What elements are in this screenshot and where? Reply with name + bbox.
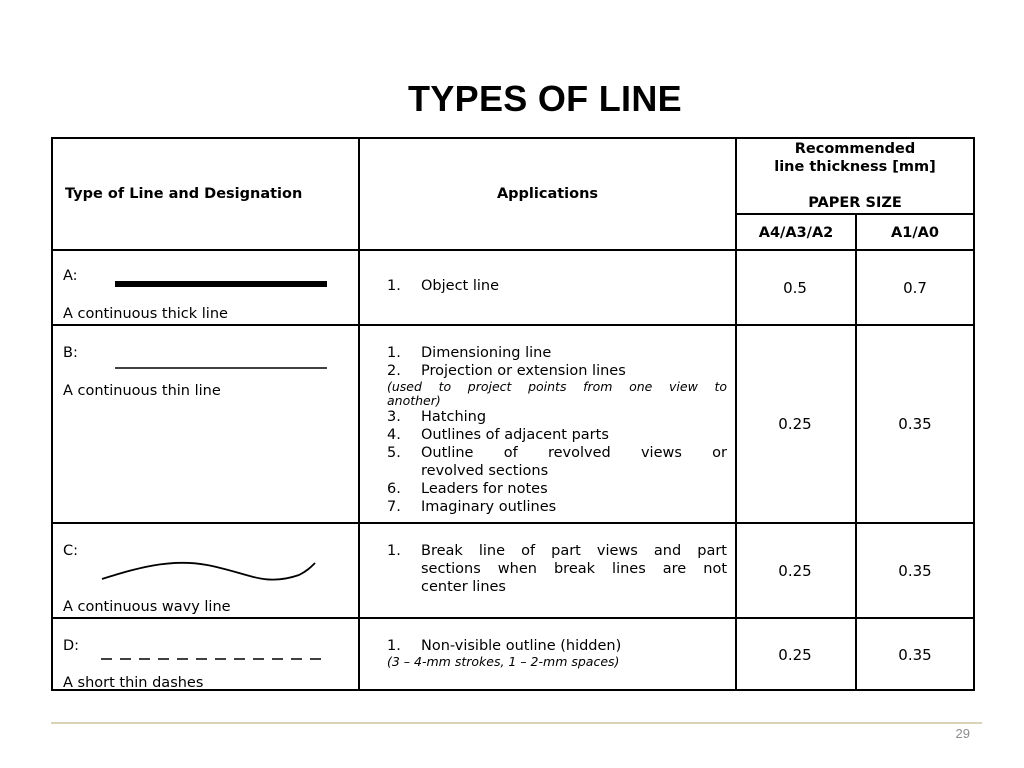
row-a-applications bbox=[387, 277, 727, 295]
list-item: 1. Break line of part views and part sections when break lines are not center lines bbox=[387, 543, 727, 595]
footer-divider bbox=[51, 722, 982, 724]
list-item: 3. Hatching bbox=[387, 409, 487, 425]
list-item: 4. Outlines of adjacent parts bbox=[387, 427, 609, 443]
row-divider bbox=[735, 213, 973, 215]
row-b-a4-value: 0.25 bbox=[778, 415, 812, 433]
list-item: 1. Object line bbox=[387, 278, 500, 294]
row-c-a1-value: 0.35 bbox=[898, 562, 932, 580]
row-divider bbox=[53, 617, 973, 619]
row-a-name: A continuous thick line bbox=[63, 306, 228, 322]
thick-line-sample bbox=[113, 277, 333, 291]
wavy-line-sample bbox=[99, 553, 319, 589]
row-a-code: A: bbox=[63, 268, 78, 284]
row-divider bbox=[53, 522, 973, 524]
header-a1-a0: A1/A0 bbox=[891, 225, 939, 241]
header-line-thickness: line thickness [mm] bbox=[774, 159, 936, 175]
list-item: 7. Imaginary outlines bbox=[387, 499, 557, 515]
list-item: 1. Non-visible outline (hidden) bbox=[387, 638, 622, 654]
header-applications: Applications bbox=[496, 186, 599, 202]
page-number: 29 bbox=[955, 726, 970, 741]
thin-line-sample bbox=[113, 364, 333, 372]
row-divider bbox=[53, 249, 973, 251]
slide-title: TYPES OF LINE bbox=[408, 78, 682, 119]
row-c-applications bbox=[387, 542, 727, 596]
list-note: (used to project points from one view to bbox=[387, 379, 727, 394]
row-d-a1-value: 0.35 bbox=[898, 646, 932, 664]
row-b-code: B: bbox=[63, 345, 78, 361]
column-divider bbox=[735, 139, 737, 689]
row-d-applications bbox=[387, 637, 727, 669]
dashed-line-sample bbox=[99, 655, 329, 663]
row-d-name: A short thin dashes bbox=[63, 675, 204, 691]
row-a-a4-value: 0.5 bbox=[783, 279, 807, 297]
list-item: 6. Leaders for notes bbox=[387, 481, 548, 497]
row-b-name: A continuous thin line bbox=[63, 383, 221, 399]
header-type: Type of Line and Designation bbox=[65, 186, 303, 202]
row-d-a4-value: 0.25 bbox=[778, 646, 812, 664]
list-note: (3 – 4-mm strokes, 1 – 2-mm spaces) bbox=[387, 654, 620, 669]
row-d-code: D: bbox=[63, 638, 80, 654]
row-a-a1-value: 0.7 bbox=[903, 279, 927, 297]
column-divider bbox=[358, 139, 360, 689]
row-b-applications bbox=[387, 344, 727, 516]
row-c-code: C: bbox=[63, 543, 79, 559]
list-item: 2. Projection or extension lines bbox=[387, 363, 626, 379]
list-item: 1. Dimensioning line bbox=[387, 345, 552, 361]
list-item: 5. Outline of revolved views or revolved sections bbox=[387, 445, 727, 479]
row-b-a1-value: 0.35 bbox=[898, 415, 932, 433]
list-note: another) bbox=[387, 393, 441, 408]
row-c-a4-value: 0.25 bbox=[778, 562, 812, 580]
row-c-name: A continuous wavy line bbox=[63, 599, 231, 615]
header-recommended: Recommended bbox=[794, 141, 916, 157]
header-a4-a3-a2: A4/A3/A2 bbox=[758, 225, 834, 241]
line-types-table bbox=[51, 137, 975, 691]
header-paper-size: PAPER SIZE bbox=[808, 195, 902, 211]
row-divider bbox=[53, 324, 973, 326]
